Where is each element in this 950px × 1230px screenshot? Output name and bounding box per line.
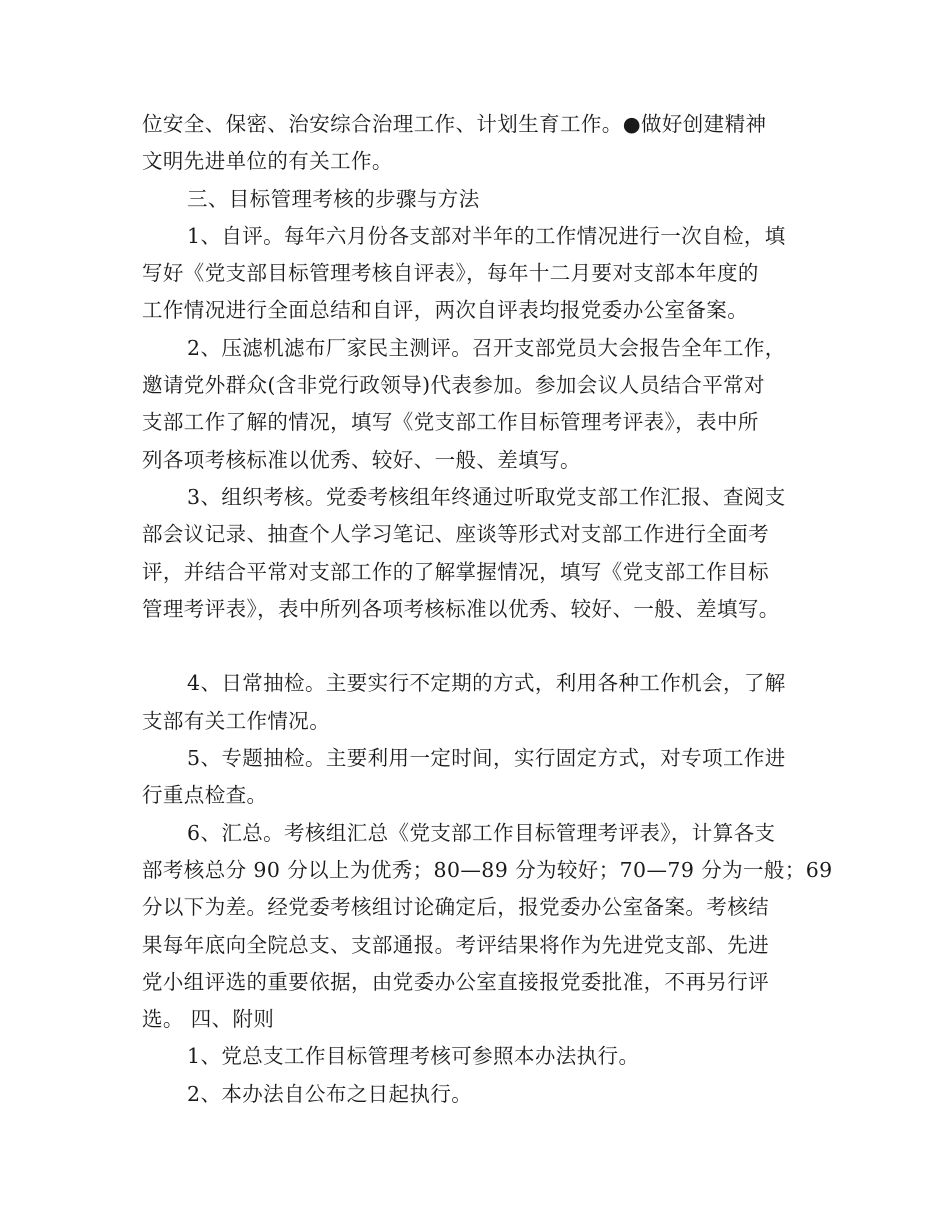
section-heading: 三、目标管理考核的步骤与方法: [187, 186, 480, 211]
text-line: 部会议记录、抽查个人学习笔记、座谈等形式对支部工作进行全面考: [142, 522, 769, 547]
text-line: 1、党总支工作目标管理考核可参照本办法执行。: [187, 1044, 640, 1069]
text-line: 2、压滤机滤布厂家民主测评。召开支部党员大会报告全年工作，: [187, 335, 786, 360]
text-line: 1、自评。每年六月份各支部对半年的工作情况进行一次自检，填: [187, 223, 786, 248]
text-line: 选。 四、附则: [142, 1007, 275, 1032]
text-line: 分以下为差。经党委考核组讨论确定后，报党委办公室备案。考核结: [142, 895, 769, 920]
text-line: 文明先进单位的有关工作。: [142, 149, 393, 174]
paragraph-gap: [142, 628, 814, 665]
text-line: 3、组织考核。党委考核组年终通过听取党支部工作汇报、查阅支: [187, 484, 786, 509]
text-line: 位安全、保密、治安综合治理工作、计划生育工作。●做好创建精神: [142, 112, 767, 136]
text-line: 5、专题抽检。主要利用一定时间，实行固定方式，对专项工作进: [187, 746, 786, 771]
text-line: 支部有关工作情况。: [142, 708, 331, 733]
text-line: 写好《党支部目标管理考核自评表》，每年十二月要对支部本年度的: [142, 261, 759, 286]
text-line: 支部工作了解的情况，填写《党支部工作目标管理考评表》，表中所: [142, 410, 759, 435]
text-line: 列各项考核标准以优秀、较好、一般、差填写。: [142, 447, 581, 472]
text-line: 4、日常抽检。主要实行不定期的方式，利用各种工作机会，了解: [187, 671, 786, 696]
text-line: 评，并结合平常对支部工作的了解掌握情况，填写《党支部工作目标: [142, 559, 769, 584]
text-line: 果每年底向全院总支、支部通报。考评结果将作为先进党支部、先进: [142, 932, 769, 957]
text-line: 邀请党外群众(含非党行政领导)代表参加。参加会议人员结合平常对: [142, 373, 765, 398]
text-line: 2、本办法自公布之日起执行。: [187, 1081, 473, 1106]
text-line: 工作情况进行全面总结和自评，两次自评表均报党委办公室备案。: [142, 298, 749, 323]
text-line: 6、汇总。考核组汇总《党支部工作目标管理考评表》，计算各支: [187, 820, 776, 845]
text-line: 行重点检查。: [142, 783, 268, 808]
document-body: [142, 106, 833, 1113]
text-line: 部考核总分 90 分以上为优秀；80—89 分为较好；70—79 分为一般；69: [142, 857, 833, 882]
text-line: 党小组评选的重要依据，由党委办公室直接报党委批准，不再另行评: [142, 969, 769, 994]
text-line: 管理考评表》，表中所列各项考核标准以优秀、较好、一般、差填写。: [142, 596, 780, 621]
